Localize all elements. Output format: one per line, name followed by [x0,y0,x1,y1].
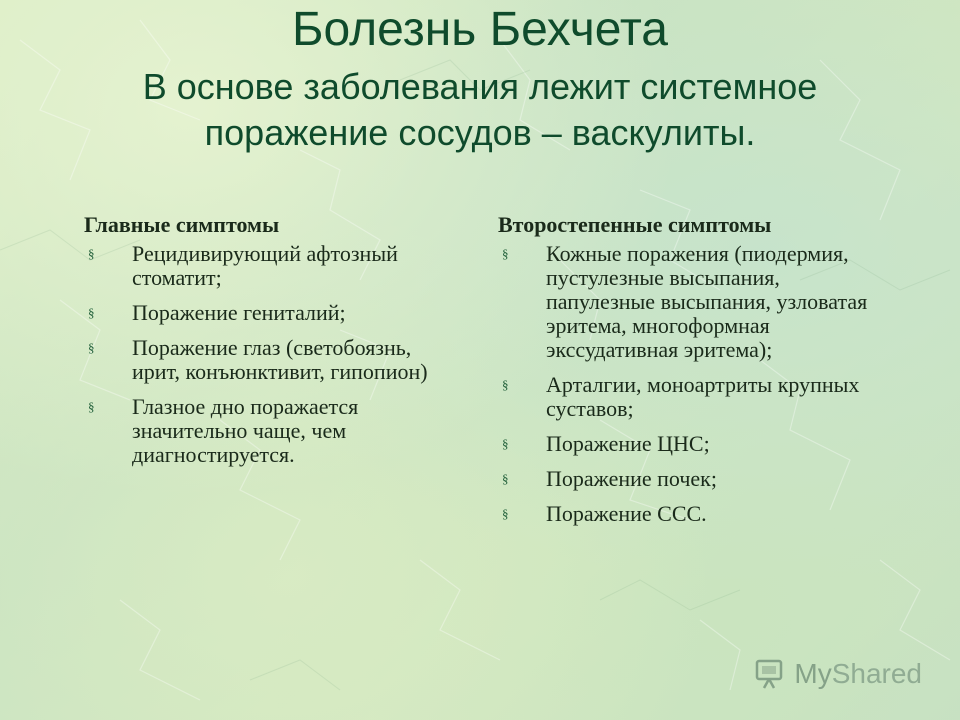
list-item [84,301,464,325]
list-item [498,242,878,362]
list-item [498,467,878,491]
list-item-text: Арталгии, моноартриты крупных суставов; [546,372,860,421]
list-item [84,242,464,290]
list-item [498,432,878,456]
main-symptoms-list [84,242,464,467]
list-item-text: Кожные поражения (пиодермия, пустулезные высыпания, папулезные высыпания, узловатая эритема, многоформная экссудативная эритема); [546,241,868,362]
list-item-text: Глазное дно поражается значительно чаще, чем диагностируется. [132,394,359,467]
bullet-icon: § [502,377,509,392]
bullet-icon: § [88,399,95,414]
myshared-watermark [754,657,922,691]
slide-subtitle: В основе заболевания лежит системное поражение сосудов – васкулиты. [142,66,818,153]
main-symptoms-column [84,210,464,478]
bullet-icon: § [502,436,509,451]
bullet-icon: § [502,506,509,521]
list-item [84,336,464,384]
list-item-text: Поражение почек; [546,466,717,491]
presentation-board-icon [754,657,788,691]
bullet-icon: § [88,246,95,261]
secondary-symptoms-list [498,242,878,526]
secondary-symptoms-column [498,210,878,537]
list-item-text: Поражение ССС. [546,501,707,526]
bullet-icon: § [502,246,509,261]
watermark-brand-a: My [794,658,832,689]
watermark-brand-b: Shared [831,658,922,689]
list-item-text: Рецидивирующий афтозный стоматит; [132,241,398,290]
bullet-icon: § [88,340,95,355]
list-item [498,373,878,421]
list-item-text: Поражение глаз (светобоязнь, ирит, конъюнктивит, гипопион) [132,335,428,384]
list-item [498,502,878,526]
bullet-icon: § [88,305,95,320]
watermark-text [794,658,922,690]
bullet-icon: § [502,471,509,486]
main-symptoms-heading: Главные симптомы [84,212,280,237]
list-item-text: Поражение гениталий; [132,300,346,325]
slide-title: Болезнь Бехчета [292,3,668,56]
list-item [84,395,464,467]
list-item-text: Поражение ЦНС; [546,431,710,456]
secondary-symptoms-heading: Второстепенные симптомы [498,212,772,237]
